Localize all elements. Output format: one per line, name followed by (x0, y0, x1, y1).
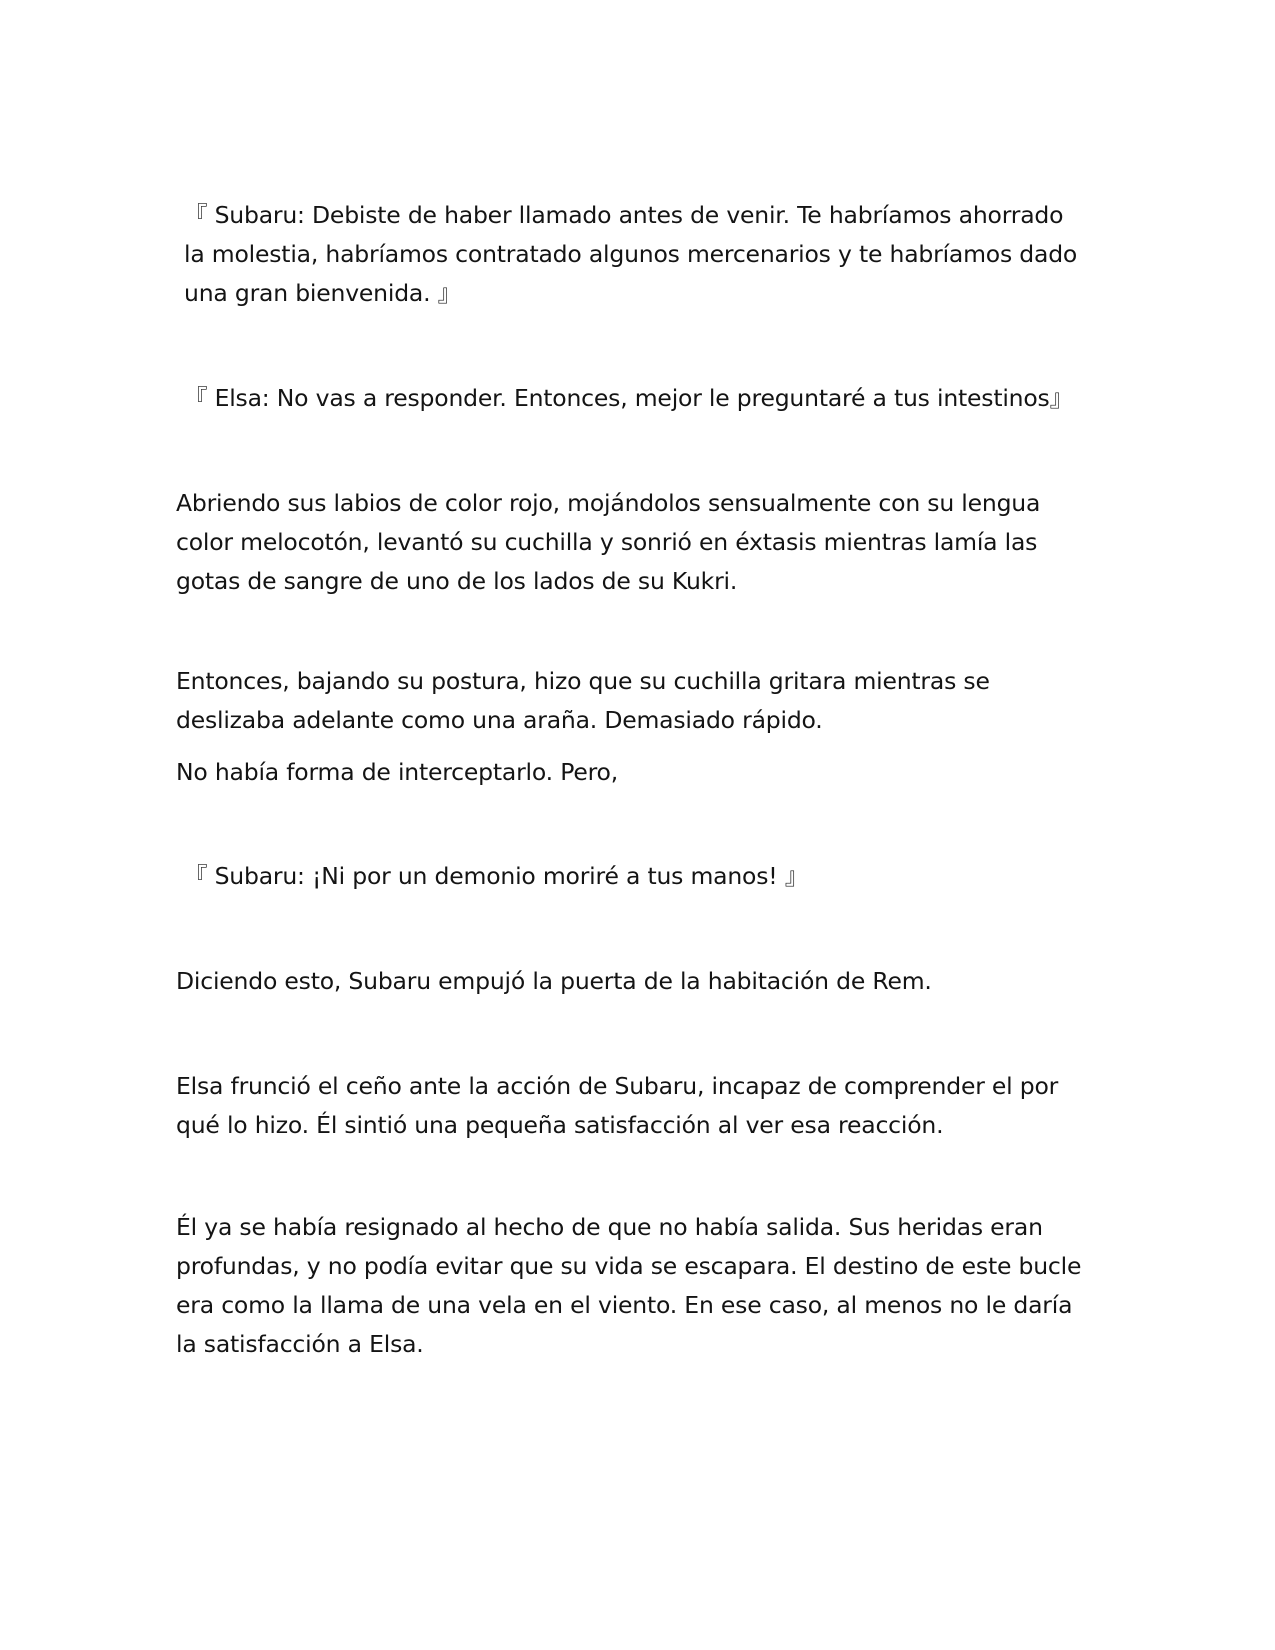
text-line: 『 Elsa: No vas a responder. Entonces, mejor le preguntaré a tus intestinos』 (184, 384, 1073, 412)
text-line: Elsa frunció el ceño ante la acción de Subaru, incapaz de comprender el por (176, 1072, 1059, 1100)
text-line: 『 Subaru: Debiste de haber llamado antes de venir. Te habríamos ahorrado (184, 201, 1064, 229)
text-line: Diciendo esto, Subaru empujó la puerta de la habitación de Rem. (176, 967, 932, 995)
paragraph-dialogue-subaru-1 (176, 196, 1104, 313)
text-line: gotas de sangre de uno de los lados de su Kukri. (176, 567, 738, 595)
paragraph-narration-4 (176, 962, 1096, 1001)
text-line: Él ya se había resignado al hecho de que no había salida. Sus heridas eran (176, 1213, 1043, 1241)
text-line: una gran bienvenida. 』 (184, 279, 461, 307)
text-line: deslizaba adelante como una araña. Demasiado rápido. (176, 706, 823, 734)
text-line: qué lo hizo. Él sintió una pequeña satisfacción al ver esa reacción. (176, 1111, 944, 1139)
paragraph-dialogue-subaru-2 (176, 857, 1104, 896)
text-line: Entonces, bajando su postura, hizo que su cuchilla gritara mientras se (176, 667, 990, 695)
text-line: la satisfacción a Elsa. (176, 1330, 424, 1358)
text-line: era como la llama de una vela en el viento. En ese caso, al menos no le daría (176, 1291, 1073, 1319)
paragraph-narration-1 (176, 484, 1096, 601)
paragraph-narration-5 (176, 1067, 1096, 1145)
paragraph-narration-6 (176, 1208, 1096, 1364)
text-line: 『 Subaru: ¡Ni por un demonio moriré a tus manos! 』 (184, 862, 809, 890)
text-line: Abriendo sus labios de color rojo, mojándolos sensualmente con su lengua (176, 489, 1041, 517)
paragraph-narration-3 (176, 753, 1096, 792)
text-line: color melocotón, levantó su cuchilla y sonrió en éxtasis mientras lamía las (176, 528, 1038, 556)
paragraph-dialogue-elsa (176, 379, 1104, 418)
paragraph-narration-2 (176, 662, 1096, 740)
text-line: No había forma de interceptarlo. Pero, (176, 758, 618, 786)
text-line: profundas, y no podía evitar que su vida se escapara. El destino de este bucle (176, 1252, 1082, 1280)
text-line: la molestia, habríamos contratado algunos mercenarios y te habríamos dado (184, 240, 1078, 268)
